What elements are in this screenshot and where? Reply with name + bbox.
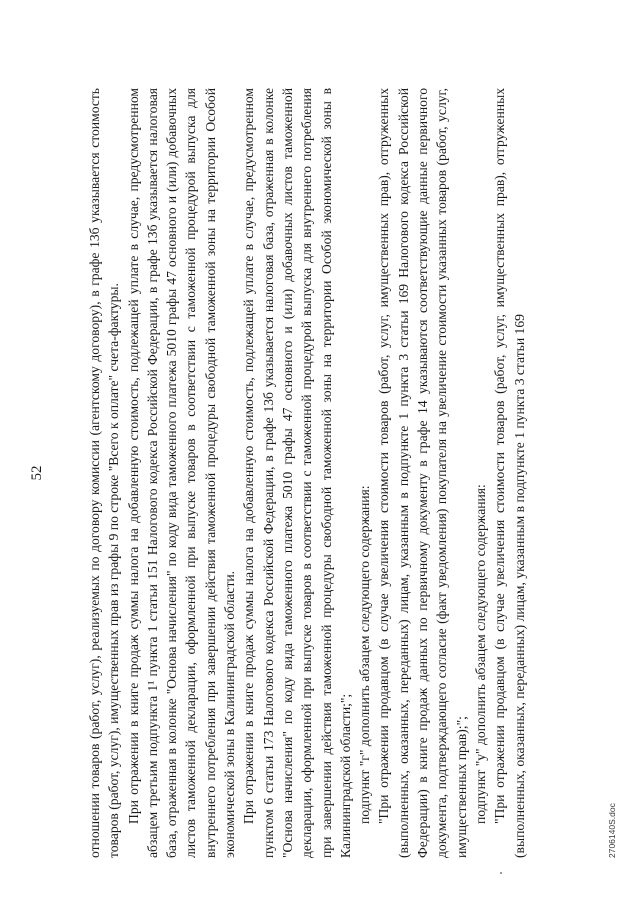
paragraph: "При отражении продавцом (в случае увеличения стоимости товаров (работ, услуг, имущественных прав), отгруженных (выполненных, оказанных, переданных) лицам, указанным в подпункте 1 пункта 3 статьи 169 <box>492 88 527 858</box>
paragraph: При отражении в книге продаж суммы налога на добавленную стоимость, подлежащей уплате в случае, предусмотренном пунктом 6 статьи 173 Налогового кодекса Российской Федерации, в графе 13б указывается налоговая база, отраженная в колонке "Основа начисления" по коду вида таможенного платежа 5010 графы 47 основного и (или) добавочных листов таможенной декларации, оформленной при выпуске товаров в соответствии с таможенной процедурой выпуска для внутреннего потребления при завершении действия таможенной процедуры свободной таможенной зоны на территории Особой экономической зоны в Калининградской области;"; <box>241 88 353 858</box>
paragraph: подпункт "у" дополнить абзацем следующего содержания: <box>472 484 488 824</box>
scan-speck <box>500 872 502 874</box>
footer-filename: 2706140S.doc <box>607 803 617 858</box>
body-text <box>85 88 529 858</box>
paragraph: подпункт "г" дополнить абзацем следующего содержания: <box>357 485 373 824</box>
paragraph: "При отражении продавцом (в случае увеличения стоимости товаров (работ, услуг, имущественных прав), отгруженных (выполненных, оказанных, переданных) лицам, указанным в подпункте 1 пункта 3 статьи 169 Налогового кодекса Российской Федерации) в книге продаж данных по первичному документу в графе 14 указываются соответствующие данные первичного документа, подтверждающего согласие (факт уведомления) покупателя на увеличение стоимости указанных товаров (работ, услуг, имущественных прав);"; <box>376 88 469 858</box>
paragraph: отношении товаров (работ, услуг), реализуемых по договору комиссии (агентскому договору), в графе 13б указывается стоимость товаров (работ, услуг), имущественных прав из графы 9 по строке "Всего к оплате" счета-фактуры. <box>87 88 122 858</box>
rotated-text-frame <box>29 88 617 858</box>
paragraph: При отражении в книге продаж суммы налога на добавленную стоимость, подлежащей уплате в случае, предусмотренном абзацем третьим подпункта 1¹ пункта 1 статьи 151 Налогового кодекса Российской Федерации, в графе 13б указывается налоговая база, отраженная в колонке "Основа начисления" по коду вида таможенного платежа 5010 графы 47 основного и (или) добавочных листов таможенной декларации, оформленной при выпуске товаров в соответствии с таможенной процедурой выпуска для внутреннего потребления при завершении действия таможенной процедуры свободной таможенной зоны на территории Особой экономической зоны в Калининградской области. <box>125 88 238 858</box>
page-number: 52 <box>29 465 45 481</box>
